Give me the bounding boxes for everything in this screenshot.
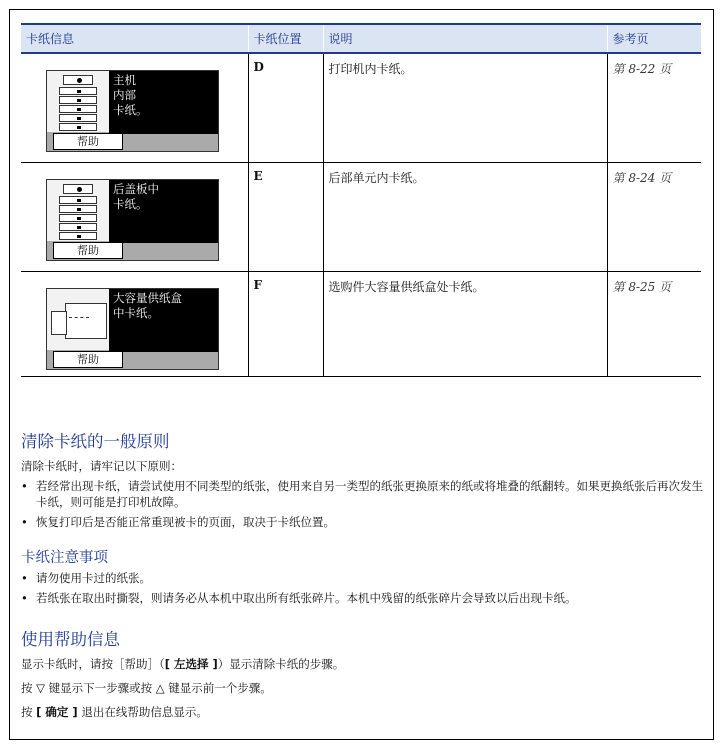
list-item: • 请勿使用卡过的纸张。 (21, 570, 705, 586)
ok-key: [ 确定 ] (36, 705, 78, 719)
panel-message: 主机 内部 卡纸。 (109, 71, 218, 134)
jam-info-cell (21, 53, 248, 162)
list-item: • 恢复打印后是否能正常重现被卡的页面，取决于卡纸位置。 (21, 514, 705, 530)
jam-description: 选购件大容量供纸盒处卡纸。 (323, 271, 607, 376)
table-row (21, 271, 701, 376)
list-item: • 若经常出现卡纸，请尝试使用不同类型的纸张，使用来自另一类型的纸张更换原来的纸或将堆叠的纸翻转。如果更换纸张后再次发生卡纸，则可能是打印机故障。 (21, 478, 705, 510)
header-reference-page: 参考页 (607, 24, 701, 53)
operation-panel-image (46, 179, 219, 261)
operation-panel-image (46, 70, 219, 152)
help-instruction-2: 按 ▽ 键显示下一步骤或按 △ 键显示前一个步骤。 (21, 681, 272, 695)
help-softkey: 帮助 (53, 242, 123, 259)
help-instruction-3: 按 [ 确定 ] 退出在线帮助信息显示。 (21, 705, 208, 719)
section-title-precautions: 卡纸注意事项 (21, 550, 108, 566)
header-description: 说明 (323, 24, 607, 53)
jam-position: F (248, 271, 323, 376)
operation-panel-image (46, 288, 219, 370)
help-softkey: 帮助 (53, 351, 123, 368)
jam-description: 打印机内卡纸。 (323, 53, 607, 162)
header-jam-info: 卡纸信息 (21, 24, 248, 53)
reference-page: 第 8-25 页 (607, 271, 701, 376)
reference-page: 第 8-24 页 (607, 162, 701, 271)
printer-icon (59, 75, 97, 133)
list-item: • 若纸张在取出时撕裂，则请务必从本机中取出所有纸张碎片。本机中残留的纸张碎片会导致以后出现卡纸。 (21, 590, 705, 606)
jam-position: D (248, 53, 323, 162)
jam-info-cell (21, 162, 248, 271)
jam-description: 后部单元内卡纸。 (323, 162, 607, 271)
section-title-general-guidelines: 清除卡纸的一般原则 (21, 432, 170, 451)
panel-message: 大容量供纸盒 中卡纸。 (109, 289, 218, 352)
large-capacity-feeder-icon (51, 303, 107, 343)
help-softkey: 帮助 (53, 133, 123, 150)
paper-jam-table (21, 23, 701, 377)
panel-message: 后盖板中 卡纸。 (109, 180, 218, 243)
header-jam-position: 卡纸位置 (248, 24, 323, 53)
table-header-row (21, 24, 701, 53)
section-intro: 清除卡纸时，请牢记以下原则： (21, 459, 182, 473)
table-row (21, 53, 701, 162)
page (9, 9, 714, 740)
help-instruction-1: 显示卡纸时，请按［帮助］（[ 左选择 ]）显示清除卡纸的步骤。 (21, 657, 345, 671)
reference-page: 第 8-22 页 (607, 53, 701, 162)
jam-info-cell (21, 271, 248, 376)
left-select-key: [ 左选择 ] (164, 657, 218, 671)
table-row (21, 162, 701, 271)
printer-icon (59, 184, 97, 242)
jam-position: E (248, 162, 323, 271)
section-title-help-info: 使用帮助信息 (21, 630, 120, 649)
